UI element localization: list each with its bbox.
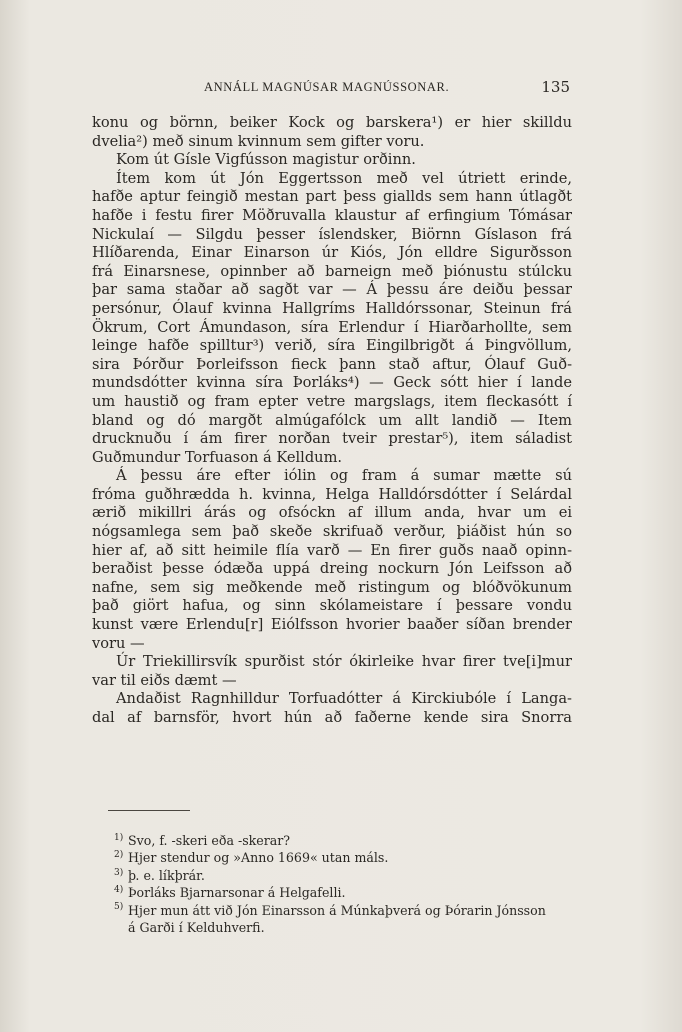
- text-line: Ökrum, Cort Ámundason, síra Erlendur í Hiarðarhollte, sem: [92, 318, 572, 336]
- footnote-item: 5) Hjer mun átt við Jón Einarsson á Múnkaþverá og Þórarin Jónsson: [114, 902, 546, 918]
- text-line: drucknuðu í ám firer norðan tveir prestar⁵), item sáladist: [92, 430, 572, 448]
- text-line: leinge hafðe spilltur³) verið, síra Eingilbrigðt á Þingvöllum,: [92, 337, 572, 355]
- text-line: kunst være Erlendu[r] Eiólfsson hvorier baaðer síðan brender: [92, 616, 572, 634]
- text-line: Kom út Gísle Vigfússon magistur orðinn.: [116, 151, 416, 169]
- footnote-item: 3) þ. e. líkþrár.: [114, 867, 205, 883]
- text-line: dvelia²) með sinum kvinnum sem gifter voru.: [92, 132, 425, 150]
- text-line: persónur, Ólauf kvinna Hallgríms Halldórssonar, Steinun frá: [92, 299, 572, 317]
- footnote-text: Hjer stendur og »Anno 1669« utan máls.: [128, 850, 389, 866]
- text-line: mundsdótter kvinna síra Þorláks⁴) — Geck sótt hier í lande: [92, 374, 572, 392]
- running-title: ANNÁLL MAGNÚSAR MAGNÚSSONAR.: [204, 80, 450, 94]
- text-line: nafne, sem sig meðkende með ristingum og blóðvökunum: [92, 578, 572, 596]
- footnote-separator: [108, 810, 190, 811]
- text-line: Ítem kom út Jón Eggertsson með vel útriett erinde,: [116, 169, 572, 187]
- text-line: voru —: [92, 634, 145, 652]
- text-line: beraðist þesse ódæða uppá dreing nockurn Jón Leifsson að: [92, 560, 572, 578]
- page-number: 135: [541, 78, 570, 96]
- body-text: [92, 114, 572, 728]
- footnote-text: Þorláks Bjarnarsonar á Helgafelli.: [128, 885, 346, 901]
- text-line: Andaðist Ragnhilldur Torfuadótter á Kirckiubóle í Langa-: [116, 690, 572, 708]
- text-line: hafðe aptur feingið mestan part þess giallds sem hann útlagðt: [92, 188, 572, 206]
- text-line: bland og dó margðt almúgafólck um allt landið — Item: [92, 411, 572, 429]
- footnote-item: 2) Hjer stendur og »Anno 1669« utan máls.: [114, 850, 389, 866]
- text-line: dal af barnsför, hvort hún að faðerne kende sira Snorra: [92, 709, 572, 726]
- text-line: konu og börnn, beiker Kock og barskera¹) er hier skilldu: [92, 114, 572, 131]
- footnotes: [114, 832, 574, 936]
- text-line: Guðmundur Torfuason á Kelldum.: [92, 448, 343, 466]
- text-line: ærið mikillri árás og ofsóckn af illum anda, hvar um ei: [92, 504, 572, 522]
- text-line: Á þessu áre efter iólin og fram á sumar mætte sú: [116, 467, 572, 485]
- text-line: nógsamlega sem það skeðe skrifuað verður, þiáðist hún so: [92, 523, 572, 541]
- page-header: [92, 78, 572, 100]
- footnote-item: 4) Þorláks Bjarnarsonar á Helgafelli.: [114, 885, 346, 901]
- text-line: um haustið og fram epter vetre margslags, item fleckasótt í: [92, 392, 572, 410]
- footnote-text: þ. e. líkþrár.: [128, 867, 205, 883]
- text-line: það giört hafua, og sinn skólameistare í þessare vondu: [92, 597, 572, 615]
- text-line: hier af, að sitt heimile flía varð — En firer guðs naað opinn-: [92, 541, 572, 559]
- text-line: Hlíðarenda, Einar Einarson úr Kiós, Jón elldre Sigurðsson: [92, 244, 572, 262]
- text-line: Nickulaí — Silgdu þesser íslendsker, Biörnn Gíslason frá: [92, 225, 572, 243]
- footnote-item: 1) Svo, f. -skeri eða -skerar?: [114, 832, 291, 848]
- text-line: frá Einarsnese, opinnber að barneign með þiónustu stúlcku: [92, 262, 572, 280]
- footnote-continuation: á Garði í Kelduhverfi.: [128, 920, 265, 936]
- text-line: var til eiðs dæmt —: [92, 671, 237, 689]
- text-line: hafðe i festu firer Möðruvalla klaustur af erfingium Tómásar: [92, 206, 572, 224]
- footnote-text: Hjer mun átt við Jón Einarsson á Múnkaþverá og Þórarin Jónsson: [128, 902, 546, 918]
- footnote-text: Svo, f. -skeri eða -skerar?: [128, 833, 291, 848]
- text-line: sira Þórður Þorleifsson fieck þann stað aftur, Ólauf Guð-: [92, 355, 572, 373]
- text-line: þar sama staðar að sagðt var — Á þessu áre deiðu þessar: [92, 281, 572, 299]
- text-line: Úr Triekillirsvík spurðist stór ókirleike hvar firer tve[i]mur: [116, 653, 572, 671]
- text-line: fróma guðhrædda h. kvinna, Helga Halldórsdótter í Selárdal: [92, 485, 572, 503]
